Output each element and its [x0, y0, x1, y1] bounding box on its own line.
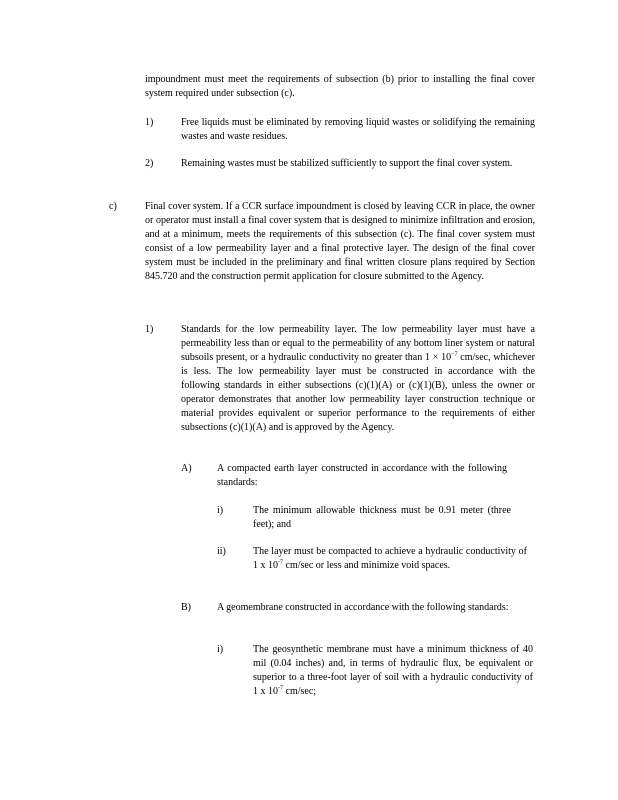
item-c1-text: Standards for the low permeability layer. The low permeability layer must have a permeability less than or equal to the permeability of any bottom liner system or natural subsoils present, or a hydraulic conductivity no greater than $1 \times 10^{-7}$ cm/sec, whichever is less. The low permeability layer must be constructed in accordance with the following standards in either subsections (c)(1)(A) or (c)(1)(B), unless the owner or operator demonstrates that another low permeability layer construction technique or material provides equivalent or superior performance to the requirements of either subsections (c)(1)(A) and is approved by the Agency. — [181, 324, 535, 433]
item-A-text: A compacted earth layer constructed in accordance with the following standards: — [217, 463, 507, 488]
item-b2-marker: 2) — [145, 158, 154, 169]
item-b1-marker: 1) — [145, 117, 154, 128]
item-B-text: A geomembrane constructed in accordance with the following standards: — [217, 602, 509, 613]
item-B-i-text: The geosynthetic membrane must have a minimum thickness of 40 mil (0.04 inches) and, in terms of hydraulic flux, be equivalent or superior to a three-foot layer of soil with a hydraulic conductivity of 1 x $10^{-7}$ cm/sec; — [253, 644, 533, 697]
item-A-i-marker: i) — [217, 505, 224, 516]
section-c-marker: c) — [109, 201, 117, 212]
item-b2-text: Remaining wastes must be stabilized sufficiently to support the final cover system. — [181, 158, 513, 169]
item-A-ii-text: The layer must be compacted to achieve a hydraulic conductivity of 1 x $10^{-7}$ cm/sec or less and minimize void spaces. — [253, 546, 527, 571]
item-A-ii-marker: ii) — [217, 546, 226, 557]
item-A-marker: A) — [181, 463, 192, 474]
section-c-text: Final cover system. If a CCR surface impoundment is closed by leaving CCR in place, the owner or operator must install a final cover system that is designed to minimize infiltration and erosion, and at a minimum, meets the requirements of this subsection (c). The final cover system must consist of a low permeability layer and a final protective layer. The design of the final cover system must be included in the preliminary and final written closure plans required by Section 845.720 and the construction permit application for closure submitted to the Agency. — [145, 201, 535, 282]
exponent: -7 — [278, 685, 283, 692]
exponent: −7 — [451, 351, 458, 358]
item-B-marker: B) — [181, 602, 191, 613]
item-B-i-marker: i) — [217, 644, 224, 655]
item-c1-marker: 1) — [145, 324, 154, 335]
item-b1-text: Free liquids must be eliminated by removing liquid wastes or solidifying the remaining wastes and waste residues. — [181, 117, 535, 142]
item-A-i-text: The minimum allowable thickness must be 0.91 meter (three feet); and — [253, 505, 511, 530]
continuation-paragraph: impoundment must meet the requirements of subsection (b) prior to installing the final cover system required under subsection (c). — [145, 74, 535, 99]
exponent: -7 — [278, 559, 283, 566]
